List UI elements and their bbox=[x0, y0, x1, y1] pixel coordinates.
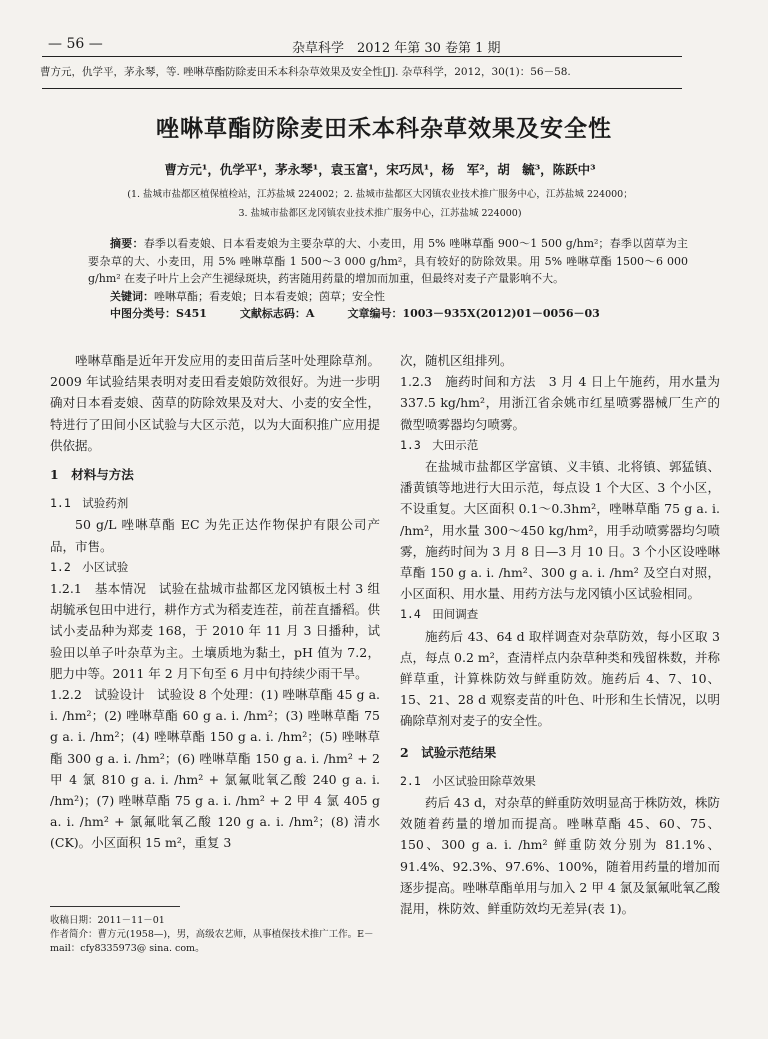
citation-line: 曹方元，仇学平，茅永琴，等. 唑啉草酯防除麦田禾本科杂草效果及安全性[J]. 杂草科学，2012，30(1)：56－58. bbox=[40, 66, 571, 78]
affiliation-line-1: (1. 盐城市盐都区植保植检站，江苏盐城 224002；2. 盐城市盐都区大冈镇农业技术推广服务中心，江苏盐城 224000； bbox=[127, 189, 633, 200]
section-heading-1: 1 材料与方法 bbox=[50, 467, 134, 483]
header-rule bbox=[42, 56, 682, 57]
abstract-paragraph bbox=[88, 235, 688, 288]
affiliation-line-2: 3. 盐城市盐都区龙冈镇农业技术推广服务中心，江苏盐城 224000) bbox=[238, 208, 522, 219]
author-list: 曹方元¹，仇学平¹，茅永琴¹，袁玉富¹，宋巧凤¹，杨 军²，胡 毓³，陈跃中³ bbox=[164, 162, 596, 177]
subsection-heading-1-4: 1.4 田间调查 bbox=[400, 607, 479, 622]
footnote-rule bbox=[50, 906, 180, 907]
abstract-label: 摘要： bbox=[110, 237, 144, 250]
paragraph-2-1: 药后 43 d，对杂草的鲜重防效明显高于株防效，株防效随着药量的增加而提高。唑啉草酯 45、60、75、150、300 g a. i. /hm² 鲜重防效分别为 81.1%、91.4%、92.3%、97.6%、100%，随着用药量的增加而逐步提高。唑啉草酯单用与加入 2 甲 4 氯及氯氟吡氧乙酸混用，株防效、鲜重防效均无差异(表 1)。 bbox=[400, 795, 720, 917]
section-heading-2: 2 试验示范结果 bbox=[400, 744, 497, 760]
right-column bbox=[400, 350, 720, 919]
article-title: 唑啉草酯防除麦田禾本科杂草效果及安全性 bbox=[156, 115, 612, 142]
continued-text: 次，随机区组排列。 bbox=[400, 353, 513, 368]
paragraph-1-2-1: 1.2.1 基本情况 试验在盐城市盐都区龙冈镇板土村 3 组胡毓承包田中进行，耕作方式为稻麦连茬，前茬直播稻。供试小麦品种为郑麦 168，于 2010 年 11 月 3 日播种，试验田以单子叶杂草为主。土壤质地为黏土，pH 值为 7.2，肥力中等。2011 年 2 月下旬至 6 月中旬持续少雨干旱。 bbox=[50, 581, 380, 681]
footnote-block bbox=[50, 914, 390, 956]
keywords-line bbox=[88, 288, 688, 306]
received-date: 收稿日期：2011－11－01 bbox=[50, 915, 165, 926]
journal-header: 杂草科学 2012 年第 30 卷第 1 期 bbox=[292, 41, 501, 56]
abstract-text: 春季以看麦娘、日本看麦娘为主要杂草的大、小麦田，用 5% 唑啉草酯 900～1 500 g/hm²；春季以茵草为主要杂草的大、小麦田，用 5% 唑啉草酯 1 500～3 000 g/hm²，具有较好的防除效果。用 5% 唑啉草酯 1500～6 000 g/hm² 在麦子叶片上会产生褪绿斑块，药害随用药量的增加而加重，但最终对麦子产量影响不大。 bbox=[88, 237, 689, 285]
abstract-block bbox=[88, 235, 688, 323]
paragraph-1-2-2: 1.2.2 试验设计 试验设 8 个处理：(1) 唑啉草酯 45 g a. i. /hm²；(2) 唑啉草酯 60 g a. i. /hm²；(3) 唑啉草酯 75 g a. i. /hm²；(4) 唑啉草酯 150 g a. i. /hm²；(5) 唑啉草酯 300 g a. i. /hm²；(6) 唑啉草酯 150 g a. i. /hm² + 2 甲 4 氯 810 g a. i. /hm² + 氯氟吡氧乙酸 240 g a. i. /hm²)；(7) 唑啉草酯 75 g a. i. /hm² + 2 甲 4 氯 405 g a. i. /hm² + 氯氟吡氧乙酸 120 g a. i. /hm²；(8) 清水(CK)。小区面积 15 m²，重复 3 bbox=[50, 687, 380, 851]
left-column bbox=[50, 350, 380, 854]
keywords-label: 关键词： bbox=[110, 289, 154, 303]
paragraph-1-4: 施药后 43、64 d 取样调查对杂草防效，每小区取 3 点，每点 0.2 m²，查清样点内杂草种类和残留株数，并称鲜草重，计算株防效与鲜重防效。施药后 4、7、10、15、21、28 d 观察麦苗的叶色、叶形和生长情况，以明确除草剂对麦子的安全性。 bbox=[400, 628, 720, 729]
subsection-heading-1-3: 1.3 大田示范 bbox=[400, 437, 479, 452]
subsection-heading-1-2: 1.2 小区试验 bbox=[50, 559, 129, 574]
subsection-heading-1-1: 1.1 试验药剂 bbox=[50, 496, 129, 511]
paragraph-1-1: 50 g/L 唑啉草酯 EC 为先正达作物保护有限公司产品，市售。 bbox=[50, 517, 380, 554]
paragraph-1-3: 在盐城市盐都区学富镇、义丰镇、北将镇、郭猛镇、潘黄镇等地进行大田示范，每点设 1 个大区、3 个小区，不设重复。大区面积 0.1～0.3hm²，唑啉草酯 75 g a. i. /hm²，用水量 300～450 kg/hm²，用手动喷雾器均匀喷雾，施药时间为 3 月 8 日—3 月 10 日。3 个小区设唑啉草酯 150 g a. i. /hm²、300 g a. i. /hm² 及空白对照，小区面积、用水量、用药方法与龙冈镇小区试验相同。 bbox=[400, 459, 720, 602]
page-number: — 56 — bbox=[48, 36, 103, 52]
subsection-heading-2-1: 2.1 小区试验田除草效果 bbox=[400, 773, 536, 788]
paragraph-1-2-3: 1.2.3 施药时间和方法 3 月 4 日上午施药，用水量为 337.5 kg/hm²，用浙江省余姚市红星喷雾器械厂生产的微型喷雾器均匀喷雾。 bbox=[400, 374, 720, 432]
author-intro: 作者简介：曹方元(1958—)，男，高级农艺师，从事植保技术推广工作。E－mail：cfy8335973@ sina. com。 bbox=[50, 929, 374, 954]
intro-paragraph: 唑啉草酯是近年开发应用的麦田苗后茎叶处理除草剂。2009 年试验结果表明对麦田看麦娘防效很好。为进一步明确对日本看麦娘、茵草的防除效果及对大、小麦的安全性，特进行了田间小区试验与大区示范，以为大面积推广应用提供依据。 bbox=[50, 353, 380, 453]
keywords-text: 唑啉草酯；看麦娘；日本看麦娘；茵草；安全性 bbox=[154, 289, 385, 303]
classification-line: 中图分类号：S451 文献标志码：A 文章编号：1003－935X(2012)01－0056－03 bbox=[110, 307, 600, 320]
citation-rule bbox=[42, 88, 682, 89]
